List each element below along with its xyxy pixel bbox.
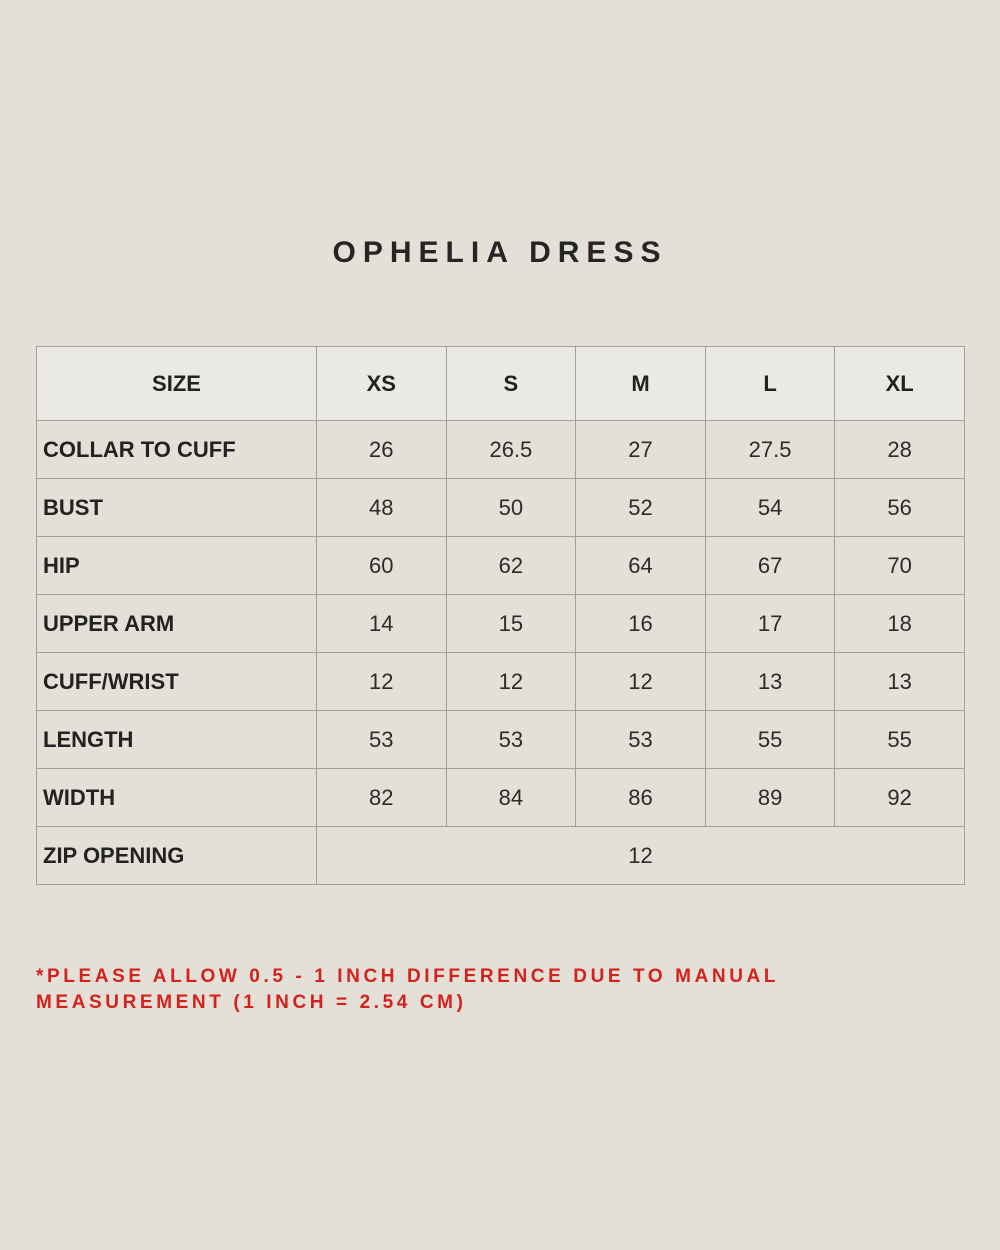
- row-label: WIDTH: [37, 769, 317, 827]
- table-cell: 13: [705, 653, 835, 711]
- table-cell: 50: [446, 479, 576, 537]
- table-cell: 60: [317, 537, 447, 595]
- table-cell: 53: [317, 711, 447, 769]
- row-label: ZIP OPENING: [37, 827, 317, 885]
- table-cell: 62: [446, 537, 576, 595]
- table-row: [37, 711, 965, 769]
- row-label: CUFF/WRIST: [37, 653, 317, 711]
- table-cell: 17: [705, 595, 835, 653]
- table-cell: 56: [835, 479, 965, 537]
- table-cell: 54: [705, 479, 835, 537]
- measurement-note: *PLEASE ALLOW 0.5 - 1 INCH DIFFERENCE DUE TO MANUAL MEASUREMENT (1 INCH = 2.54 CM): [36, 966, 779, 1013]
- table-cell: 26: [317, 421, 447, 479]
- table-row: [37, 595, 965, 653]
- table-cell: 53: [446, 711, 576, 769]
- table-cell: 86: [576, 769, 706, 827]
- table-row: [37, 479, 965, 537]
- zip-opening-row: [37, 827, 965, 885]
- table-cell: 84: [446, 769, 576, 827]
- header-size-s: S: [446, 347, 576, 421]
- table-cell: 70: [835, 537, 965, 595]
- table-cell: 27: [576, 421, 706, 479]
- table-row: [37, 421, 965, 479]
- table-cell: 55: [705, 711, 835, 769]
- zip-opening-value: 12: [317, 827, 965, 885]
- table-cell: 52: [576, 479, 706, 537]
- table-cell: 82: [317, 769, 447, 827]
- table-body: [37, 421, 965, 885]
- table-cell: 16: [576, 595, 706, 653]
- table-cell: 13: [835, 653, 965, 711]
- table-cell: 12: [317, 653, 447, 711]
- table-cell: 28: [835, 421, 965, 479]
- row-label: HIP: [37, 537, 317, 595]
- header-size-xs: XS: [317, 347, 447, 421]
- table-cell: 55: [835, 711, 965, 769]
- header-row: [37, 347, 965, 421]
- table-cell: 67: [705, 537, 835, 595]
- table-row: [37, 769, 965, 827]
- size-chart-table: [36, 346, 965, 885]
- row-label: BUST: [37, 479, 317, 537]
- table-cell: 18: [835, 595, 965, 653]
- row-label: UPPER ARM: [37, 595, 317, 653]
- table-cell: 48: [317, 479, 447, 537]
- table-cell: 14: [317, 595, 447, 653]
- row-label: LENGTH: [37, 711, 317, 769]
- table-cell: 12: [576, 653, 706, 711]
- table-row: [37, 653, 965, 711]
- table-cell: 15: [446, 595, 576, 653]
- table-cell: 27.5: [705, 421, 835, 479]
- header-size-m: M: [576, 347, 706, 421]
- table-cell: 26.5: [446, 421, 576, 479]
- table-cell: 92: [835, 769, 965, 827]
- page-title: OPHELIA DRESS: [332, 236, 668, 269]
- header-size-l: L: [705, 347, 835, 421]
- table-cell: 64: [576, 537, 706, 595]
- table-cell: 12: [446, 653, 576, 711]
- header-size-xl: XL: [835, 347, 965, 421]
- row-label: COLLAR TO CUFF: [37, 421, 317, 479]
- table-cell: 53: [576, 711, 706, 769]
- table-cell: 89: [705, 769, 835, 827]
- table-header: [37, 347, 965, 421]
- table-row: [37, 537, 965, 595]
- header-size-label: SIZE: [37, 347, 317, 421]
